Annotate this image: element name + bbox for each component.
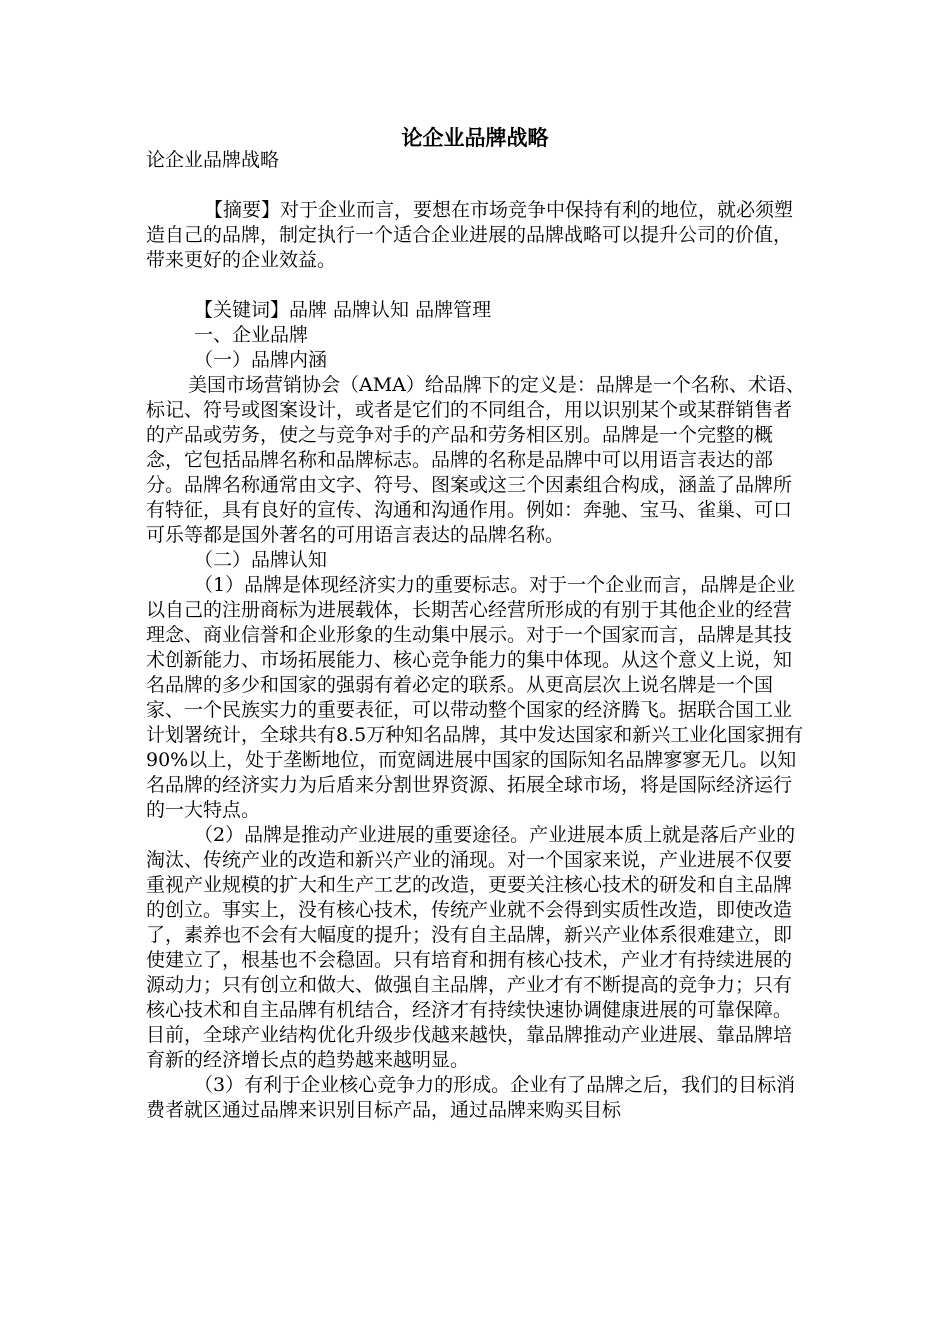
blank-line — [146, 273, 808, 298]
document-body — [146, 148, 808, 1123]
keywords-line: 【关键词】品牌 品牌认知 品牌管理 — [194, 299, 492, 321]
section-heading-1-2: （二）品牌认知 — [194, 549, 328, 571]
document-subtitle: 论企业品牌战略 — [146, 149, 280, 171]
document-title: 论企业品牌战略 — [401, 125, 549, 150]
paragraph-point-3: （3）有利于企业核心竞争力的形成。企业有了品牌之后，我们的目标消费者就区通过品牌来识别目标产品，通过品牌来购买目标 — [146, 1074, 796, 1121]
section-heading-1-1: （一）品牌内涵 — [194, 349, 328, 371]
blank-line — [146, 173, 808, 198]
paragraph-ama-definition: 美国市场营销协会（AMA）给品牌下的定义是：品牌是一个名称、术语、标记、符号或图案设计，或者是它们的不同组合，用以识别某个或某群销售者的产品或劳务，使之与竞争对手的产品和劳务相区别。品牌是一个完整的概念，它包括品牌名称和品牌标志。品牌的名称是品牌中可以用语言表达的部分。品牌名称通常由文字、符号、图案或这三个因素组合构成，涵盖了品牌所有特征，具有良好的宣传、沟通和沟通作用。例如：奔驰、宝马、雀巢、可口可乐等都是国外著名的可用语言表达的品牌名称。 — [146, 374, 805, 546]
abstract-paragraph: 【摘要】对于企业而言，要想在市场竞争中保持有利的地位，就必须塑造自己的品牌，制定执行一个适合企业进展的品牌战略可以提升公司的价值，带来更好的企业效益。 — [146, 199, 794, 271]
section-heading-1: 一、企业品牌 — [194, 324, 309, 346]
paragraph-point-2: （2）品牌是推动产业进展的重要途径。产业进展本质上就是落后产业的淘汰、传统产业的改造和新兴产业的涌现。对一个国家来说，产业进展不仅要重视产业规模的扩大和生产工艺的改造，更要关注核心技术的研发和自主品牌的创立。事实上，没有核心技术，传统产业就不会得到实质性改造，即使改造了，素养也不会有大幅度的提升；没有自主品牌，新兴产业体系很难建立，即使建立了，根基也不会稳固。只有培育和拥有核心技术，产业才有持续进展的源动力；只有创立和做大、做强自主品牌，产业才有不断提高的竞争力；只有核心技术和自主品牌有机结合，经济才有持续快速协调健康进展的可靠保障。目前，全球产业结构优化升级步伐越来越快，靠品牌推动产业进展、靠品牌培育新的经济增长点的趋势越来越明显。 — [146, 824, 796, 1071]
paragraph-point-1: （1）品牌是体现经济实力的重要标志。对于一个企业而言，品牌是企业以自己的注册商标为进展载体，长期苦心经营所形成的有别于其他企业的经营理念、商业信誉和企业形象的生动集中展示。对于一个国家而言，品牌是其技术创新能力、市场拓展能力、核心竞争能力的集中体现。从这个意义上说，知名品牌的多少和国家的强弱有着必定的联系。从更高层次上说名牌是一个国家、一个民族实力的重要表征，可以带动整个国家的经济腾飞。据联合国工业计划署统计，全球共有8.5万种知名品牌，其中发达国家和新兴工业化国家拥有90%以上，处于垄断地位，而宽阔进展中国家的国际知名品牌寥寥无几。以知名品牌的经济实力为后盾来分割世界资源、拓展全球市场，将是国际经济运行的一大特点。 — [146, 574, 804, 821]
